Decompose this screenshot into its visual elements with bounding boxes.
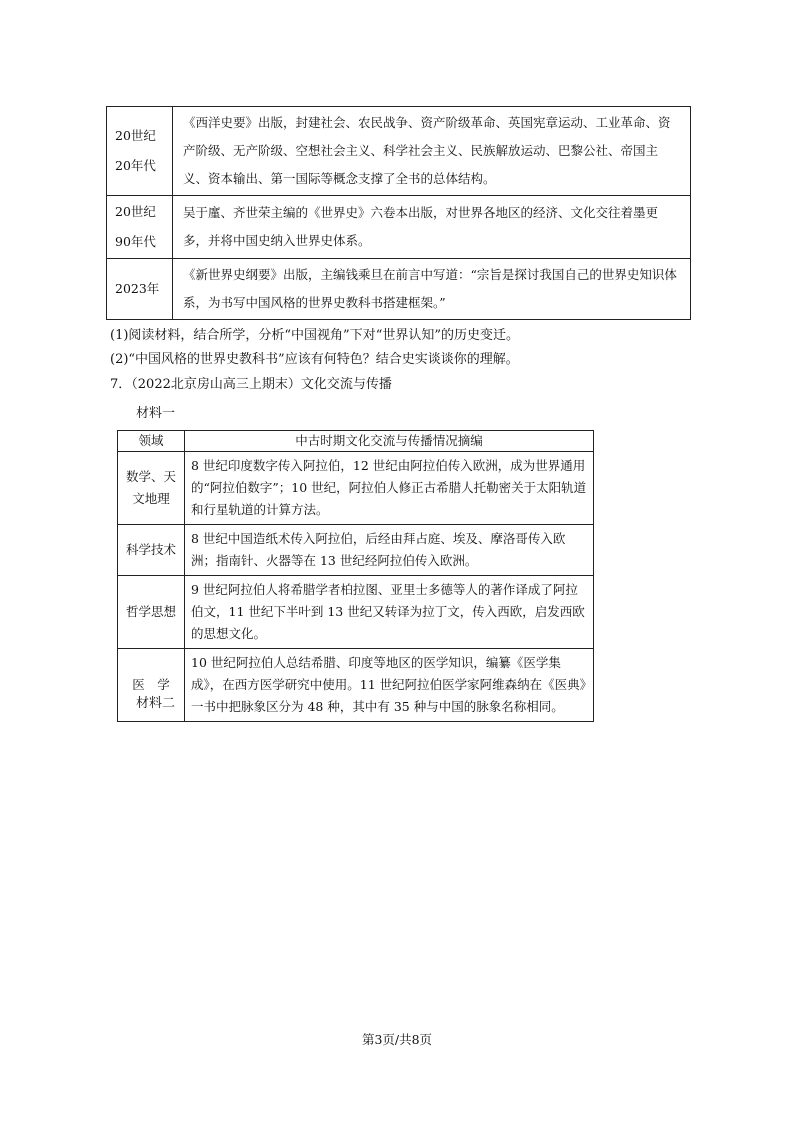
header-desc: 中古时期文化交流与传播情况摘编 — [185, 431, 594, 452]
table-header-row — [118, 431, 594, 452]
era-cell — [107, 107, 173, 196]
table-row — [118, 576, 594, 649]
question-7-heading — [110, 375, 392, 395]
question-2: (2)“中国风格的世界史教科书”应该有何特色？结合史实谈谈你的理解。 — [110, 352, 519, 367]
table-row — [107, 196, 691, 259]
desc-cell: 10 世纪阿拉伯人总结希腊、印度等地区的医学知识，编纂《医学集成》，在西方医学研究中使用。11 世纪阿拉伯医学家阿维森纳在《医典》一书中把脉象区分为 48 种，其中有 35 种与中国的脉象名称相同。 — [185, 649, 594, 722]
era-line: 20世纪 — [115, 128, 156, 143]
desc-cell: 《西洋史要》出版，封建社会、农民战争、资产阶级革命、英国宪章运动、工业革命、资产阶级、无产阶级、空想社会主义、科学社会主义、民族解放运动、巴黎公社、帝国主义、资本输出、第一国际等概念支撑了全书的总体结构。 — [173, 107, 691, 196]
table-row — [118, 525, 594, 576]
era-cell — [107, 259, 173, 320]
field-cell: 数学、天文地理 — [118, 452, 185, 525]
era-line: 20世纪 — [115, 204, 156, 219]
material-1-label: 材料一 — [136, 406, 176, 421]
desc-cell: 8 世纪印度数字传入阿拉伯，12 世纪由阿拉伯传入欧洲，成为世界通用的“阿拉伯数字”；10 世纪，阿拉伯人修正古希腊人托勒密关于太阳轨道和行星轨道的计算方法。 — [185, 452, 594, 525]
era-line: 90年代 — [115, 234, 156, 249]
era-cell — [107, 196, 173, 259]
header-field: 领域 — [118, 431, 185, 452]
desc-cell: 吴于廑、齐世荣主编的《世界史》六卷本出版，对世界各地区的经济、文化交往着墨更多，并将中国史纳入世界史体系。 — [173, 196, 691, 259]
question-1: (1)阅读材料，结合所学，分析“中国视角”下对“世界认知”的历史变迁。 — [110, 328, 519, 343]
desc-cell: 《新世界史纲要》出版，主编钱乘旦在前言中写道：“宗旨是探讨我国自己的世界史知识体系，为书写中国风格的世界史教科书搭建框架。” — [173, 259, 691, 320]
question-title: 文化交流与传播 — [300, 377, 392, 392]
table-row — [107, 259, 691, 320]
table-row — [107, 107, 691, 196]
desc-cell: 8 世纪中国造纸术传入阿拉伯，后经由拜占庭、埃及、摩洛哥传入欧洲；指南针、火器等在 13 世纪经阿拉伯传入欧洲。 — [185, 525, 594, 576]
desc-cell: 9 世纪阿拉伯人将希腊学者柏拉图、亚里士多德等人的著作译成了阿拉伯文，11 世纪下半叶到 13 世纪又转译为拉丁文，传入西欧，启发西欧的思想文化。 — [185, 576, 594, 649]
table-row — [118, 452, 594, 525]
field-cell: 哲学思想 — [118, 576, 185, 649]
page-footer: 第3页/共8页 — [361, 1032, 433, 1047]
history-table — [106, 106, 691, 320]
era-line: 2023年 — [115, 281, 160, 296]
question-source: （2022北京房山高三上期末） — [131, 377, 301, 392]
question-number: 7． — [110, 377, 132, 392]
field-cell: 医 学 — [118, 649, 185, 722]
culture-exchange-table — [117, 430, 594, 722]
era-line: 20年代 — [115, 158, 156, 173]
field-cell: 科学技术 — [118, 525, 185, 576]
material-2-label: 材料二 — [136, 696, 176, 711]
table-row — [118, 649, 594, 722]
